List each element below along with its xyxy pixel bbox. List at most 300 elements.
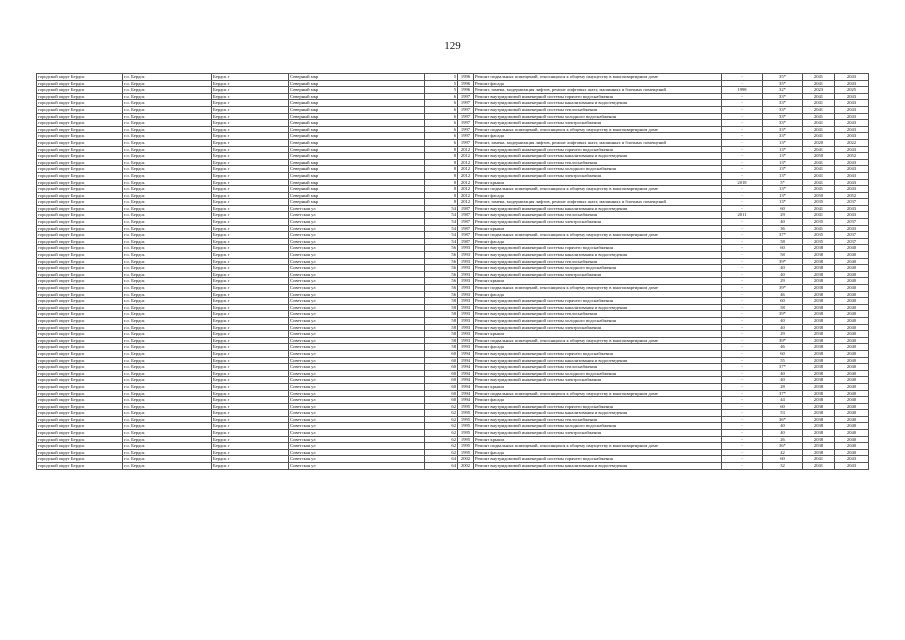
municipality-cell: городской округ Бердск bbox=[37, 139, 123, 146]
table-row bbox=[37, 192, 869, 199]
last-repair-year-cell: 2011 bbox=[722, 212, 763, 219]
table-row bbox=[37, 298, 869, 305]
build-year-cell: 1994 bbox=[458, 370, 474, 377]
wear-percent-cell: 13* bbox=[763, 139, 803, 146]
locality-cell: Бердск г bbox=[212, 377, 289, 384]
street-cell: Советская ул bbox=[289, 397, 425, 404]
house-number-cell: 58 bbox=[425, 317, 458, 324]
last-repair-year-cell: - bbox=[722, 344, 763, 351]
locality-cell: Бердск г bbox=[212, 416, 289, 423]
build-year-cell: 1994 bbox=[458, 377, 474, 384]
build-year-cell: 1987 bbox=[458, 212, 474, 219]
work-type-cell: Ремонт внутридомовой инженерной системы холодного водоснабжения bbox=[474, 317, 722, 324]
house-number-cell: 56 bbox=[425, 245, 458, 252]
plan-start-year-cell: 2038 bbox=[803, 285, 835, 292]
municipality-cell: городской округ Бердск bbox=[37, 271, 123, 278]
house-number-cell: 8 bbox=[425, 153, 458, 160]
house-number-cell: 54 bbox=[425, 205, 458, 212]
plan-start-year-cell: 2038 bbox=[803, 350, 835, 357]
plan-end-year-cell: 2040 bbox=[835, 317, 869, 324]
municipality-cell: городской округ Бердск bbox=[37, 337, 123, 344]
work-type-cell: Ремонт внутридомовой инженерной системы канализования и водоотведения bbox=[474, 100, 722, 107]
work-type-cell: Ремонт фасада bbox=[474, 80, 722, 87]
municipality-cell: городской округ Бердск bbox=[37, 113, 123, 120]
house-number-cell: 6 bbox=[425, 120, 458, 127]
plan-start-year-cell: 2038 bbox=[803, 258, 835, 265]
municipality-cell: городской округ Бердск bbox=[37, 106, 123, 113]
last-repair-year-cell: 2018 bbox=[722, 179, 763, 186]
work-type-cell: Ремонт внутридомовой инженерной системы электроснабжения bbox=[474, 430, 722, 437]
work-type-cell: Ремонт, замена, модернизация лифтов, ремонт лифтовых шахт, машинных и блочных помещений bbox=[474, 139, 722, 146]
street-cell: Советская ул bbox=[289, 245, 425, 252]
plan-start-year-cell: 2038 bbox=[803, 252, 835, 259]
locality-cell: Бердск г bbox=[212, 383, 289, 390]
plan-end-year-cell: 2037 bbox=[835, 232, 869, 239]
municipality-cell: городской округ Бердск bbox=[37, 331, 123, 338]
work-type-cell: Ремонт крыши bbox=[474, 436, 722, 443]
wear-percent-cell: 33* bbox=[763, 113, 803, 120]
plan-start-year-cell: 2038 bbox=[803, 357, 835, 364]
build-year-cell: 1987 bbox=[458, 238, 474, 245]
work-type-cell: Ремонт фасада bbox=[474, 344, 722, 351]
last-repair-year-cell: - bbox=[722, 93, 763, 100]
settlement-cell: г.о. Бердск bbox=[123, 324, 212, 331]
wear-percent-cell: 32 bbox=[763, 463, 803, 470]
locality-cell: Бердск г bbox=[212, 298, 289, 305]
locality-cell: Бердск г bbox=[212, 463, 289, 470]
municipality-cell: городской округ Бердск bbox=[37, 205, 123, 212]
table-row bbox=[37, 93, 869, 100]
last-repair-year-cell: - bbox=[722, 265, 763, 272]
work-type-cell: Ремонт внутридомовой инженерной системы холодного водоснабжения bbox=[474, 166, 722, 173]
settlement-cell: г.о. Бердск bbox=[123, 100, 212, 107]
street-cell: Советская ул bbox=[289, 383, 425, 390]
street-cell: Советская ул bbox=[289, 364, 425, 371]
build-year-cell: 1987 bbox=[458, 232, 474, 239]
work-type-cell: Ремонт внутридомовой инженерной системы горячего водоснабжения bbox=[474, 350, 722, 357]
build-year-cell: 1996 bbox=[458, 74, 474, 81]
street-cell: Северный мкр bbox=[289, 192, 425, 199]
municipality-cell: городской округ Бердск bbox=[37, 285, 123, 292]
work-type-cell: Ремонт подвальных помещений, относящихся к общему имуществу в многоквартирном доме bbox=[474, 74, 722, 81]
locality-cell: Бердск г bbox=[212, 113, 289, 120]
locality-cell: Бердск г bbox=[212, 172, 289, 179]
house-number-cell: 56 bbox=[425, 252, 458, 259]
municipality-cell: городской округ Бердск bbox=[37, 100, 123, 107]
table-row bbox=[37, 364, 869, 371]
street-cell: Советская ул bbox=[289, 205, 425, 212]
last-repair-year-cell: - bbox=[722, 291, 763, 298]
table-row bbox=[37, 397, 869, 404]
municipality-cell: городской округ Бердск bbox=[37, 258, 123, 265]
plan-start-year-cell: 2038 bbox=[803, 304, 835, 311]
work-type-cell: Ремонт внутридомовой инженерной системы горячего водоснабжения bbox=[474, 298, 722, 305]
street-cell: Северный мкр bbox=[289, 199, 425, 206]
wear-percent-cell: 37* bbox=[763, 232, 803, 239]
plan-end-year-cell: 2040 bbox=[835, 403, 869, 410]
locality-cell: Бердск г bbox=[212, 317, 289, 324]
build-year-cell: 1997 bbox=[458, 139, 474, 146]
settlement-cell: г.о. Бердск bbox=[123, 219, 212, 226]
build-year-cell: 1993 bbox=[458, 311, 474, 318]
plan-start-year-cell: 2041 bbox=[803, 166, 835, 173]
plan-start-year-cell: 2041 bbox=[803, 463, 835, 470]
table-row bbox=[37, 172, 869, 179]
build-year-cell: 1993 bbox=[458, 265, 474, 272]
build-year-cell: 1997 bbox=[458, 100, 474, 107]
locality-cell: Бердск г bbox=[212, 265, 289, 272]
wear-percent-cell: 13* bbox=[763, 153, 803, 160]
settlement-cell: г.о. Бердск bbox=[123, 225, 212, 232]
last-repair-year-cell: - bbox=[722, 186, 763, 193]
locality-cell: Бердск г bbox=[212, 120, 289, 127]
work-type-cell: Ремонт внутридомовой инженерной системы горячего водоснабжения bbox=[474, 403, 722, 410]
wear-percent-cell: 60 bbox=[763, 350, 803, 357]
plan-start-year-cell: 2038 bbox=[803, 416, 835, 423]
plan-end-year-cell: 2043 bbox=[835, 120, 869, 127]
plan-end-year-cell: 2040 bbox=[835, 278, 869, 285]
municipality-cell: городской округ Бердск bbox=[37, 186, 123, 193]
street-cell: Северный мкр bbox=[289, 106, 425, 113]
wear-percent-cell: 33* bbox=[763, 106, 803, 113]
table-row bbox=[37, 80, 869, 87]
build-year-cell: 1995 bbox=[458, 403, 474, 410]
settlement-cell: г.о. Бердск bbox=[123, 436, 212, 443]
table-row bbox=[37, 113, 869, 120]
house-number-cell: 62 bbox=[425, 403, 458, 410]
house-number-cell: 6 bbox=[425, 133, 458, 140]
house-number-cell: 5 bbox=[425, 80, 458, 87]
locality-cell: Бердск г bbox=[212, 430, 289, 437]
street-cell: Советская ул bbox=[289, 252, 425, 259]
locality-cell: Бердск г bbox=[212, 238, 289, 245]
street-cell: Северный мкр bbox=[289, 133, 425, 140]
table-row bbox=[37, 199, 869, 206]
plan-end-year-cell: 2040 bbox=[835, 397, 869, 404]
wear-percent-cell: 46 bbox=[763, 291, 803, 298]
work-type-cell: Ремонт внутридомовой инженерной системы теплоснабжения bbox=[474, 159, 722, 166]
house-number-cell: 8 bbox=[425, 179, 458, 186]
last-repair-year-cell: - bbox=[722, 106, 763, 113]
table-row bbox=[37, 120, 869, 127]
work-type-cell: Ремонт внутридомовой инженерной системы теплоснабжения bbox=[474, 106, 722, 113]
street-cell: Советская ул bbox=[289, 390, 425, 397]
wear-percent-cell: 33* bbox=[763, 126, 803, 133]
work-type-cell: Ремонт подвальных помещений, относящихся к общему имуществу в многоквартирном доме bbox=[474, 443, 722, 450]
plan-start-year-cell: 2038 bbox=[803, 423, 835, 430]
house-number-cell: 6 bbox=[425, 93, 458, 100]
settlement-cell: г.о. Бердск bbox=[123, 106, 212, 113]
house-number-cell: 8 bbox=[425, 192, 458, 199]
build-year-cell: 2002 bbox=[458, 463, 474, 470]
build-year-cell: 1993 bbox=[458, 258, 474, 265]
plan-start-year-cell: 2038 bbox=[803, 436, 835, 443]
build-year-cell: 2012 bbox=[458, 192, 474, 199]
wear-percent-cell: 13* bbox=[763, 166, 803, 173]
work-type-cell: Ремонт внутридомовой инженерной системы канализования и водоотведения bbox=[474, 357, 722, 364]
settlement-cell: г.о. Бердск bbox=[123, 390, 212, 397]
document-sheet bbox=[36, 73, 868, 470]
wear-percent-cell: 60 bbox=[763, 456, 803, 463]
plan-start-year-cell: 2023 bbox=[803, 87, 835, 94]
street-cell: Советская ул bbox=[289, 350, 425, 357]
house-number-cell: 8 bbox=[425, 172, 458, 179]
settlement-cell: г.о. Бердск bbox=[123, 199, 212, 206]
wear-percent-cell: 29 bbox=[763, 212, 803, 219]
work-type-cell: Ремонт подвальных помещений, относящихся к общему имуществу в многоквартирном доме bbox=[474, 186, 722, 193]
build-year-cell: 2012 bbox=[458, 186, 474, 193]
table-row bbox=[37, 370, 869, 377]
locality-cell: Бердск г bbox=[212, 192, 289, 199]
plan-end-year-cell: 2040 bbox=[835, 430, 869, 437]
settlement-cell: г.о. Бердск bbox=[123, 179, 212, 186]
plan-start-year-cell: 2041 bbox=[803, 106, 835, 113]
work-type-cell: Ремонт фасада bbox=[474, 449, 722, 456]
table-row bbox=[37, 304, 869, 311]
work-type-cell: Ремонт фасада bbox=[474, 291, 722, 298]
settlement-cell: г.о. Бердск bbox=[123, 238, 212, 245]
build-year-cell: 1995 bbox=[458, 449, 474, 456]
settlement-cell: г.о. Бердск bbox=[123, 232, 212, 239]
municipality-cell: городской округ Бердск bbox=[37, 304, 123, 311]
work-type-cell: Ремонт, замена, модернизация лифтов, ремонт лифтовых шахт, машинных и блочных помещений bbox=[474, 199, 722, 206]
municipality-cell: городской округ Бердск bbox=[37, 383, 123, 390]
plan-start-year-cell: 2041 bbox=[803, 74, 835, 81]
build-year-cell: 1993 bbox=[458, 245, 474, 252]
street-cell: Северный мкр bbox=[289, 120, 425, 127]
street-cell: Советская ул bbox=[289, 238, 425, 245]
work-type-cell: Ремонт подвальных помещений, относящихся к общему имуществу в многоквартирном доме bbox=[474, 390, 722, 397]
municipality-cell: городской округ Бердск bbox=[37, 350, 123, 357]
locality-cell: Бердск г bbox=[212, 410, 289, 417]
plan-start-year-cell: 2035 bbox=[803, 232, 835, 239]
work-type-cell: Ремонт внутридомовой инженерной системы канализования и водоотведения bbox=[474, 463, 722, 470]
wear-percent-cell: 60 bbox=[763, 205, 803, 212]
table-row bbox=[37, 245, 869, 252]
house-number-cell: 60 bbox=[425, 350, 458, 357]
table-row bbox=[37, 271, 869, 278]
plan-end-year-cell: 2052 bbox=[835, 153, 869, 160]
settlement-cell: г.о. Бердск bbox=[123, 192, 212, 199]
build-year-cell: 1993 bbox=[458, 285, 474, 292]
locality-cell: Бердск г bbox=[212, 159, 289, 166]
table-row bbox=[37, 291, 869, 298]
plan-start-year-cell: 2038 bbox=[803, 291, 835, 298]
municipality-cell: городской округ Бердск bbox=[37, 311, 123, 318]
last-repair-year-cell: - bbox=[722, 430, 763, 437]
house-number-cell: 56 bbox=[425, 258, 458, 265]
locality-cell: Бердск г bbox=[212, 126, 289, 133]
locality-cell: Бердск г bbox=[212, 456, 289, 463]
table-row bbox=[37, 403, 869, 410]
plan-start-year-cell: 2041 bbox=[803, 113, 835, 120]
build-year-cell: 2012 bbox=[458, 172, 474, 179]
table-row bbox=[37, 205, 869, 212]
house-number-cell: 58 bbox=[425, 324, 458, 331]
locality-cell: Бердск г bbox=[212, 74, 289, 81]
plan-start-year-cell: 2050 bbox=[803, 153, 835, 160]
plan-start-year-cell: 2035 bbox=[803, 238, 835, 245]
build-year-cell: 1995 bbox=[458, 410, 474, 417]
plan-end-year-cell: 2040 bbox=[835, 271, 869, 278]
work-type-cell: Ремонт подвальных помещений, относящихся к общему имуществу в многоквартирном доме bbox=[474, 232, 722, 239]
settlement-cell: г.о. Бердск bbox=[123, 252, 212, 259]
build-year-cell: 1993 bbox=[458, 304, 474, 311]
work-type-cell: Ремонт внутридомовой инженерной системы канализования и водоотведения bbox=[474, 304, 722, 311]
municipality-cell: городской округ Бердск bbox=[37, 364, 123, 371]
municipality-cell: городской округ Бердск bbox=[37, 219, 123, 226]
house-number-cell: 60 bbox=[425, 397, 458, 404]
last-repair-year-cell: - bbox=[722, 159, 763, 166]
table-row bbox=[37, 324, 869, 331]
municipality-cell: городской округ Бердск bbox=[37, 93, 123, 100]
build-year-cell: 1995 bbox=[458, 423, 474, 430]
municipality-cell: городской округ Бердск bbox=[37, 238, 123, 245]
last-repair-year-cell: - bbox=[722, 304, 763, 311]
table-row bbox=[37, 331, 869, 338]
table-row bbox=[37, 337, 869, 344]
wear-percent-cell: 60 bbox=[763, 403, 803, 410]
house-number-cell: 58 bbox=[425, 331, 458, 338]
build-year-cell: 1994 bbox=[458, 357, 474, 364]
work-type-cell: Ремонт крыши bbox=[474, 383, 722, 390]
locality-cell: Бердск г bbox=[212, 219, 289, 226]
house-number-cell: 60 bbox=[425, 390, 458, 397]
last-repair-year-cell: - bbox=[722, 74, 763, 81]
settlement-cell: г.о. Бердск bbox=[123, 443, 212, 450]
plan-end-year-cell: 2040 bbox=[835, 324, 869, 331]
locality-cell: Бердск г bbox=[212, 245, 289, 252]
wear-percent-cell: 40 bbox=[763, 423, 803, 430]
municipality-cell: городской округ Бердск bbox=[37, 410, 123, 417]
settlement-cell: г.о. Бердск bbox=[123, 311, 212, 318]
street-cell: Советская ул bbox=[289, 456, 425, 463]
plan-end-year-cell: 2043 bbox=[835, 205, 869, 212]
build-year-cell: 1987 bbox=[458, 205, 474, 212]
house-number-cell: 6 bbox=[425, 139, 458, 146]
last-repair-year-cell: - bbox=[722, 80, 763, 87]
settlement-cell: г.о. Бердск bbox=[123, 166, 212, 173]
settlement-cell: г.о. Бердск bbox=[123, 245, 212, 252]
last-repair-year-cell: - bbox=[722, 225, 763, 232]
street-cell: Северный мкр bbox=[289, 166, 425, 173]
locality-cell: Бердск г bbox=[212, 304, 289, 311]
build-year-cell: 1997 bbox=[458, 133, 474, 140]
table-row bbox=[37, 106, 869, 113]
last-repair-year-cell: - bbox=[722, 370, 763, 377]
locality-cell: Бердск г bbox=[212, 93, 289, 100]
municipality-cell: городской округ Бердск bbox=[37, 252, 123, 259]
municipality-cell: городской округ Бердск bbox=[37, 397, 123, 404]
municipality-cell: городской округ Бердск bbox=[37, 87, 123, 94]
work-type-cell: Ремонт внутридомовой инженерной системы горячего водоснабжения bbox=[474, 245, 722, 252]
wear-percent-cell: 33* bbox=[763, 120, 803, 127]
settlement-cell: г.о. Бердск bbox=[123, 403, 212, 410]
settlement-cell: г.о. Бердск bbox=[123, 291, 212, 298]
work-type-cell: Ремонт подвальных помещений, относящихся к общему имуществу в многоквартирном доме bbox=[474, 126, 722, 133]
plan-end-year-cell: 2040 bbox=[835, 265, 869, 272]
locality-cell: Бердск г bbox=[212, 390, 289, 397]
house-number-cell: 8 bbox=[425, 199, 458, 206]
house-number-cell: 8 bbox=[425, 186, 458, 193]
municipality-cell: городской округ Бердск bbox=[37, 463, 123, 470]
municipality-cell: городской округ Бердск bbox=[37, 172, 123, 179]
table-row bbox=[37, 126, 869, 133]
house-number-cell: 56 bbox=[425, 278, 458, 285]
street-cell: Советская ул bbox=[289, 331, 425, 338]
table-row bbox=[37, 285, 869, 292]
last-repair-year-cell: - bbox=[722, 139, 763, 146]
wear-percent-cell: 29 bbox=[763, 278, 803, 285]
street-cell: Советская ул bbox=[289, 449, 425, 456]
work-type-cell: Ремонт фасада bbox=[474, 133, 722, 140]
municipality-cell: городской округ Бердск bbox=[37, 192, 123, 199]
build-year-cell: 1997 bbox=[458, 113, 474, 120]
last-repair-year-cell: - bbox=[722, 416, 763, 423]
build-year-cell: 1993 bbox=[458, 252, 474, 259]
plan-start-year-cell: 2041 bbox=[803, 120, 835, 127]
build-year-cell: 1997 bbox=[458, 93, 474, 100]
street-cell: Советская ул bbox=[289, 410, 425, 417]
house-number-cell: 62 bbox=[425, 436, 458, 443]
build-year-cell: 1987 bbox=[458, 219, 474, 226]
street-cell: Советская ул bbox=[289, 436, 425, 443]
locality-cell: Бердск г bbox=[212, 100, 289, 107]
last-repair-year-cell: - bbox=[722, 337, 763, 344]
municipality-cell: городской округ Бердск bbox=[37, 436, 123, 443]
street-cell: Советская ул bbox=[289, 337, 425, 344]
street-cell: Советская ул bbox=[289, 311, 425, 318]
house-number-cell: 64 bbox=[425, 463, 458, 470]
wear-percent-cell: 39* bbox=[763, 337, 803, 344]
house-number-cell: 62 bbox=[425, 443, 458, 450]
plan-end-year-cell: 2040 bbox=[835, 337, 869, 344]
settlement-cell: г.о. Бердск bbox=[123, 271, 212, 278]
municipality-cell: городской округ Бердск bbox=[37, 416, 123, 423]
plan-start-year-cell: 2041 bbox=[803, 172, 835, 179]
build-year-cell: 1993 bbox=[458, 298, 474, 305]
build-year-cell: 1994 bbox=[458, 383, 474, 390]
build-year-cell: 1996 bbox=[458, 87, 474, 94]
wear-percent-cell: 58 bbox=[763, 304, 803, 311]
work-type-cell: Ремонт крыши bbox=[474, 278, 722, 285]
municipality-cell: городской округ Бердск bbox=[37, 133, 123, 140]
house-number-cell: 64 bbox=[425, 456, 458, 463]
house-number-cell: 56 bbox=[425, 285, 458, 292]
last-repair-year-cell: - bbox=[722, 364, 763, 371]
street-cell: Советская ул bbox=[289, 271, 425, 278]
locality-cell: Бердск г bbox=[212, 331, 289, 338]
wear-percent-cell: 60 bbox=[763, 245, 803, 252]
build-year-cell: 1993 bbox=[458, 291, 474, 298]
municipality-cell: городской округ Бердск bbox=[37, 357, 123, 364]
work-type-cell: Ремонт внутридомовой инженерной системы электроснабжения bbox=[474, 219, 722, 226]
settlement-cell: г.о. Бердск bbox=[123, 430, 212, 437]
street-cell: Советская ул bbox=[289, 416, 425, 423]
build-year-cell: 1995 bbox=[458, 430, 474, 437]
municipality-cell: городской округ Бердск bbox=[37, 166, 123, 173]
street-cell: Советская ул bbox=[289, 423, 425, 430]
street-cell: Северный мкр bbox=[289, 80, 425, 87]
table-row bbox=[37, 423, 869, 430]
plan-start-year-cell: 2041 bbox=[803, 212, 835, 219]
plan-end-year-cell: 2043 bbox=[835, 74, 869, 81]
locality-cell: Бердск г bbox=[212, 106, 289, 113]
municipality-cell: городской округ Бердск bbox=[37, 120, 123, 127]
locality-cell: Бердск г bbox=[212, 397, 289, 404]
last-repair-year-cell: - bbox=[722, 449, 763, 456]
plan-end-year-cell: 2043 bbox=[835, 113, 869, 120]
